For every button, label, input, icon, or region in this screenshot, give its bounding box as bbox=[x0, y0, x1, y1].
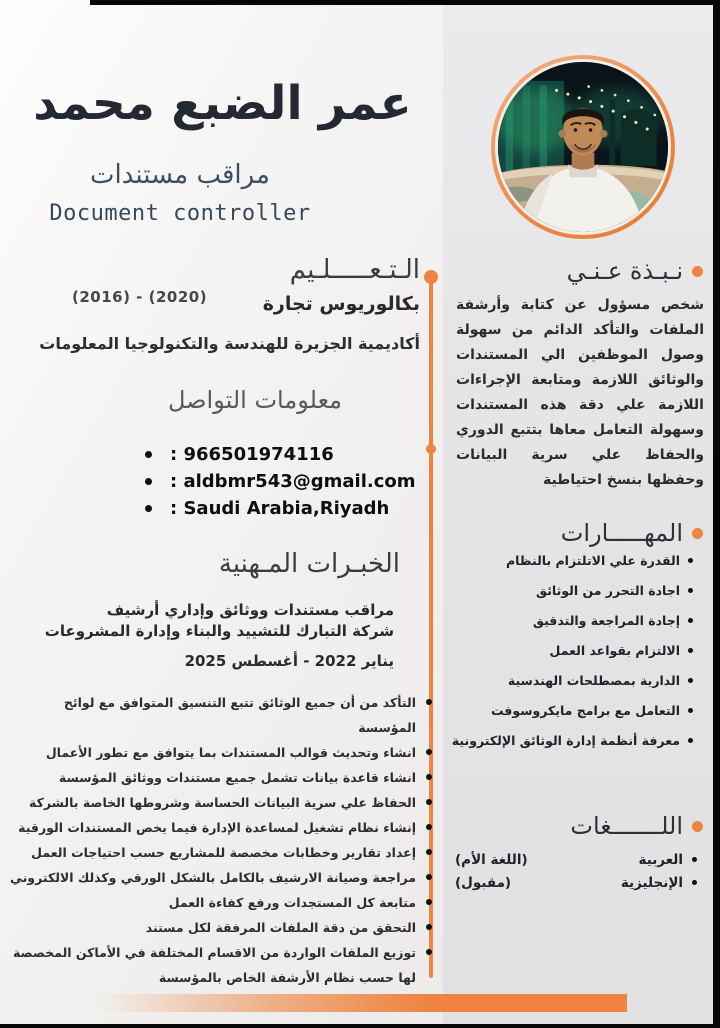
bottom-accent-bar bbox=[100, 994, 627, 1012]
skill-item: معرفة أنظمة إدارة الوثائق الإلكترونية bbox=[455, 726, 695, 756]
bottom-border bbox=[0, 1024, 720, 1028]
contact-row-phone bbox=[145, 441, 416, 468]
contact-location: : Saudi Arabia,Riyadh bbox=[170, 498, 390, 519]
about-heading: نـبـذة عـنـي bbox=[566, 257, 683, 285]
bullet-icon bbox=[692, 857, 697, 862]
duty-item: الحفاظ علي سرية البيانات الحساسة وشروطها الخاصة بالشركة bbox=[8, 790, 432, 815]
duty-item: انشاء وتحديث قوالب المستندات بما يتوافق مع تطور الأعمال bbox=[8, 740, 432, 765]
job-title: مراقب مستندات ووثائق وإداري أرشيف bbox=[106, 601, 394, 619]
education-heading: الـتـعـــــلـيم bbox=[289, 255, 420, 285]
bullet-icon bbox=[145, 478, 152, 485]
duty-item: مراجعة وصيانة الارشيف بالكامل بالشكل الورقي وكذلك الالكتروني bbox=[8, 865, 432, 890]
contact-row-email bbox=[145, 468, 416, 495]
experience-heading: الخبـرات المـهنية bbox=[218, 549, 400, 579]
candidate-name: عمر الضبع محمد bbox=[33, 76, 412, 131]
language-level: (مقبول) bbox=[455, 874, 512, 891]
timeline-marker-contact bbox=[426, 444, 436, 454]
contact-phone: : 966501974116 bbox=[170, 444, 334, 465]
job-company: شركة التبارك للتشييد والبناء وإدارة المشروعات bbox=[44, 622, 394, 640]
profile-photo-ring bbox=[491, 55, 675, 239]
languages-heading-row bbox=[570, 812, 703, 840]
language-row-english bbox=[455, 871, 697, 894]
contact-heading: معلومات التواصل bbox=[167, 386, 342, 414]
orange-bullet-icon bbox=[692, 528, 703, 539]
contact-list bbox=[145, 441, 416, 522]
education-years: (2016) - (2020) bbox=[72, 288, 208, 306]
profile-photo bbox=[495, 59, 671, 235]
skill-item: اجادة التحرر من الوثائق bbox=[455, 576, 695, 606]
orange-bullet-icon bbox=[692, 266, 703, 277]
contact-email: : aldbmr543@gmail.com bbox=[170, 471, 416, 492]
about-heading-row bbox=[567, 257, 703, 285]
skills-heading-row bbox=[561, 519, 703, 547]
education-degree: بكالوريوس تجارة bbox=[262, 293, 420, 315]
top-border bbox=[90, 0, 720, 5]
timeline-marker-education bbox=[424, 270, 438, 284]
language-row-arabic bbox=[455, 848, 697, 871]
skill-item: التعامل مع برامج مايكروسوفت bbox=[455, 696, 695, 726]
language-name: العربية bbox=[638, 851, 683, 868]
languages-list bbox=[455, 848, 697, 894]
job-title-arabic: مراقب مستندات bbox=[90, 160, 270, 190]
job-block bbox=[0, 600, 394, 642]
language-name: الإنجليزية bbox=[620, 874, 683, 891]
job-title-english: Document controller bbox=[49, 201, 311, 226]
bullet-icon bbox=[145, 451, 152, 458]
bullet-icon bbox=[692, 880, 697, 885]
right-border bbox=[713, 0, 720, 1028]
languages-heading: اللـــــــغات bbox=[570, 812, 683, 840]
education-school: أكاديمية الجزيرة للهندسة والتكنولوجيا المعلومات bbox=[39, 334, 420, 353]
skill-item: إجادة المراجعة والتدقيق bbox=[455, 606, 695, 636]
duty-item: إنشاء نظام تشغيل لمساعدة الإدارة فيما يخص المستندات الورقية bbox=[8, 815, 432, 840]
duty-item: التحقق من دقة الملفات المرفقة لكل مستند bbox=[8, 915, 432, 940]
about-text: شخص مسؤول عن كتابة وأرشفة الملفات والتأكد الدائم من سهولة وصول الموظفين الي المستندات والوثائق اللازمة ومتابعة الإجراءات اللازمة علي دقة هذه المستندات وسهولة التعامل معاها بتتبع الدوري والحفاظ علي سرية البيانات وحفظها بنسخ احتياطية bbox=[456, 297, 704, 488]
duty-item: إعداد تقارير وخطابات مخصصة للمشاريع حسب احتياجات العمل bbox=[8, 840, 432, 865]
duty-item: انشاء قاعدة بيانات تشمل جميع مستندات ووثائق المؤسسة bbox=[8, 765, 432, 790]
duty-item: توزيع الملفات الواردة من الاقسام المختلفة في الأماكن المخصصة لها حسب نظام الأرشفة الخاص بالمؤسسة bbox=[8, 940, 432, 990]
selfie-photo-illustration bbox=[498, 62, 668, 232]
duties-list bbox=[8, 690, 432, 990]
bullet-icon bbox=[145, 505, 152, 512]
contact-row-location bbox=[145, 495, 416, 522]
skill-item: الالتزام بقواعد العمل bbox=[455, 636, 695, 666]
duty-item: التأكد من أن جميع الوثائق تتبع التنسيق المتوافق مع لوائح المؤسسة bbox=[8, 690, 432, 740]
skill-item: القدرة علي الاتلتزام بالنظام bbox=[455, 546, 695, 576]
skills-heading: المهـــــارات bbox=[560, 519, 683, 547]
duty-item: متابعة كل المستجدات ورفع كفاءة العمل bbox=[8, 890, 432, 915]
skills-list bbox=[451, 546, 695, 756]
skill-item: الدارية بمصطلحات الهندسية bbox=[455, 666, 695, 696]
language-level: (اللغة الأم) bbox=[455, 851, 528, 868]
job-period: يناير 2022 - أغسطس 2025 bbox=[184, 652, 394, 670]
orange-bullet-icon bbox=[692, 821, 703, 832]
